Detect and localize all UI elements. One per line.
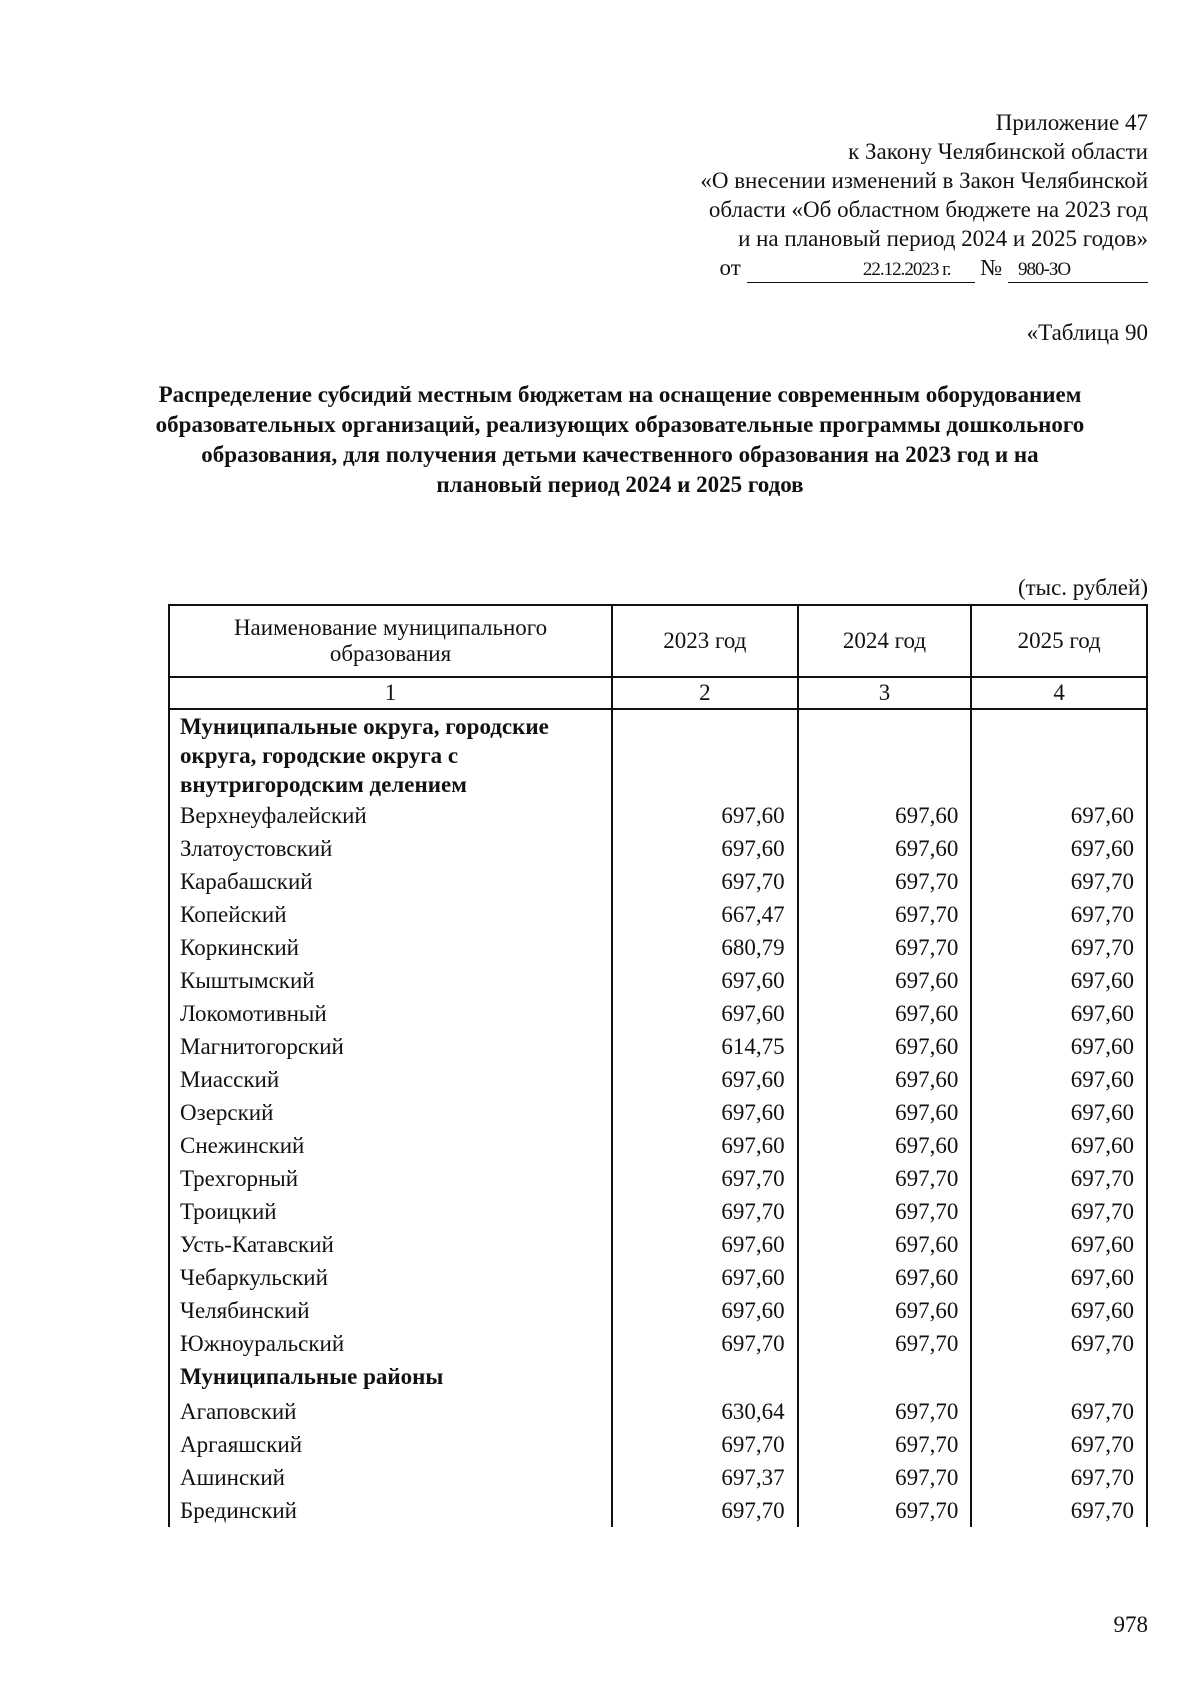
municipality-name-cell: Ашинский: [169, 1461, 612, 1494]
value-2023-cell: 697,60: [612, 1228, 798, 1261]
value-2024-cell: 697,60: [798, 832, 972, 865]
value-2023-cell: 697,37: [612, 1461, 798, 1494]
municipality-name-cell: Южноуральский: [169, 1327, 612, 1360]
value-2023-cell: 697,70: [612, 1162, 798, 1195]
law-number: 980-ЗО: [1008, 258, 1148, 283]
municipality-name-cell: Карабашский: [169, 865, 612, 898]
value-2025-cell: 697,60: [971, 832, 1147, 865]
table-header-row: [169, 605, 1147, 677]
municipality-name-cell: Челябинский: [169, 1294, 612, 1327]
value-2025-cell: 697,70: [971, 865, 1147, 898]
table-row: [169, 1096, 1147, 1129]
value-2023-cell: 667,47: [612, 898, 798, 931]
value-2024-cell: 697,70: [798, 1162, 972, 1195]
value-2023-cell: 630,64: [612, 1395, 798, 1428]
column-number: 1: [169, 677, 612, 709]
municipality-name-cell: Аргаяшский: [169, 1428, 612, 1461]
municipality-name-cell: Кыштымский: [169, 964, 612, 997]
value-2024-cell: 697,70: [798, 1395, 972, 1428]
value-2024-cell: 697,60: [798, 1261, 972, 1294]
value-2023-cell: 697,60: [612, 799, 798, 832]
law-date-number-line: [588, 253, 1148, 283]
value-2024-cell: 697,60: [798, 1063, 972, 1096]
value-2023-cell: [612, 1360, 798, 1395]
table-body: [169, 709, 1147, 1527]
value-2025-cell: 697,60: [971, 1228, 1147, 1261]
column-number: 2: [612, 677, 798, 709]
municipality-name-cell: Магнитогорский: [169, 1030, 612, 1063]
value-2023-cell: 697,70: [612, 1195, 798, 1228]
value-2025-cell: 697,60: [971, 1294, 1147, 1327]
value-2025-cell: 697,70: [971, 1195, 1147, 1228]
value-2025-cell: 697,70: [971, 1162, 1147, 1195]
value-2024-cell: 697,70: [798, 1327, 972, 1360]
value-2024-cell: 697,70: [798, 931, 972, 964]
table-row: [169, 931, 1147, 964]
municipality-name-cell: Озерский: [169, 1096, 612, 1129]
municipality-name-cell: Брединский: [169, 1494, 612, 1527]
value-2025-cell: 697,60: [971, 799, 1147, 832]
date-prefix: от: [719, 255, 741, 280]
value-2024-cell: 697,70: [798, 1428, 972, 1461]
subsidy-table: [168, 604, 1148, 1527]
municipality-name-cell: Трехгорный: [169, 1162, 612, 1195]
value-2024-cell: 697,70: [798, 1195, 972, 1228]
table-row: [169, 1327, 1147, 1360]
value-2024-cell: 697,60: [798, 997, 972, 1030]
table-row: [169, 1494, 1147, 1527]
table-row: [169, 1228, 1147, 1261]
municipality-name-cell: Троицкий: [169, 1195, 612, 1228]
value-2025-cell: 697,60: [971, 1096, 1147, 1129]
value-2024-cell: 697,70: [798, 898, 972, 931]
value-2024-cell: 697,60: [798, 1030, 972, 1063]
column-number: 4: [971, 677, 1147, 709]
value-2024-cell: 697,60: [798, 964, 972, 997]
value-2024-cell: 697,70: [798, 1494, 972, 1527]
table-group-row: [169, 709, 1147, 799]
municipality-name-cell: Снежинский: [169, 1129, 612, 1162]
municipality-name-cell: Миасский: [169, 1063, 612, 1096]
page-number: 978: [1113, 1612, 1148, 1637]
value-2025-cell: 697,70: [971, 898, 1147, 931]
group-name-cell: Муниципальные округа, городские округа, городские округа с внутригородским делением: [169, 709, 612, 799]
table-row: [169, 964, 1147, 997]
header-2024: 2024 год: [798, 605, 972, 677]
value-2023-cell: 697,60: [612, 1063, 798, 1096]
value-2023-cell: 697,60: [612, 964, 798, 997]
value-2025-cell: 697,70: [971, 1494, 1147, 1527]
value-2023-cell: 697,60: [612, 1294, 798, 1327]
table-row: [169, 1294, 1147, 1327]
value-2025-cell: 697,60: [971, 1063, 1147, 1096]
table-row: [169, 799, 1147, 832]
municipality-name-cell: Копейский: [169, 898, 612, 931]
municipality-name-cell: Коркинский: [169, 931, 612, 964]
value-2023-cell: 697,60: [612, 1096, 798, 1129]
value-2025-cell: [971, 1360, 1147, 1395]
value-2023-cell: 697,70: [612, 1327, 798, 1360]
header-2023: 2023 год: [612, 605, 798, 677]
table-row: [169, 1129, 1147, 1162]
header-line: и на плановый период 2024 и 2025 годов»: [738, 226, 1148, 251]
value-2024-cell: 697,60: [798, 1129, 972, 1162]
value-2024-cell: 697,60: [798, 799, 972, 832]
value-2024-cell: 697,60: [798, 1096, 972, 1129]
header-2025: 2025 год: [971, 605, 1147, 677]
value-2024-cell: [798, 1360, 972, 1395]
value-2023-cell: 697,60: [612, 997, 798, 1030]
value-2025-cell: 697,60: [971, 1129, 1147, 1162]
municipality-name-cell: Локомотивный: [169, 997, 612, 1030]
column-number-row: [169, 677, 1147, 709]
table-row: [169, 1395, 1147, 1428]
value-2023-cell: 697,70: [612, 1428, 798, 1461]
table-row: [169, 997, 1147, 1030]
appendix-header: [588, 108, 1148, 283]
municipality-name-cell: Агаповский: [169, 1395, 612, 1428]
column-number: 3: [798, 677, 972, 709]
header-line: Приложение 47: [995, 110, 1148, 135]
value-2024-cell: 697,60: [798, 1294, 972, 1327]
table-row: [169, 865, 1147, 898]
value-2025-cell: 697,70: [971, 1461, 1147, 1494]
value-2024-cell: 697,70: [798, 865, 972, 898]
value-2023-cell: [612, 709, 798, 799]
number-prefix: №: [980, 255, 1003, 280]
municipality-name-cell: Златоустовский: [169, 832, 612, 865]
value-2025-cell: 697,60: [971, 1261, 1147, 1294]
value-2023-cell: 697,60: [612, 1261, 798, 1294]
value-2024-cell: 697,70: [798, 1461, 972, 1494]
law-date: 22.12.2023 г.: [747, 258, 975, 283]
value-2023-cell: 697,60: [612, 832, 798, 865]
table-group-row: [169, 1360, 1147, 1395]
table-row: [169, 1063, 1147, 1096]
value-2023-cell: 680,79: [612, 931, 798, 964]
value-2023-cell: 697,70: [612, 865, 798, 898]
value-2023-cell: 697,70: [612, 1494, 798, 1527]
value-2025-cell: 697,70: [971, 931, 1147, 964]
municipality-name-cell: Чебаркульский: [169, 1261, 612, 1294]
header-line: области «Об областном бюджете на 2023 год: [708, 197, 1148, 222]
value-2025-cell: 697,70: [971, 1395, 1147, 1428]
header-municipality: Наименование муниципального образования: [169, 605, 612, 677]
table-row: [169, 1162, 1147, 1195]
value-2025-cell: 697,60: [971, 997, 1147, 1030]
municipality-name-cell: Усть-Катавский: [169, 1228, 612, 1261]
table-row: [169, 1261, 1147, 1294]
municipality-name-cell: Верхнеуфалейский: [169, 799, 612, 832]
table-row: [169, 1030, 1147, 1063]
header-line: к Закону Челябинской области: [848, 139, 1148, 164]
units-label: (тыс. рублей): [1017, 575, 1148, 600]
table-row: [169, 898, 1147, 931]
group-name-cell: Муниципальные районы: [169, 1360, 612, 1395]
value-2024-cell: [798, 709, 972, 799]
table-row: [169, 1428, 1147, 1461]
value-2024-cell: 697,60: [798, 1228, 972, 1261]
value-2025-cell: 697,60: [971, 1030, 1147, 1063]
table-label: «Таблица 90: [1026, 320, 1148, 345]
value-2025-cell: 697,70: [971, 1327, 1147, 1360]
document-title: Распределение субсидий местным бюджетам на оснащение современным оборудованием образовательных организаций, реализующих образовательные программы дошкольного образования, для получения детьми качественного образования на 2023 год и на плановый период 2024 и 2025 годов: [155, 382, 1085, 497]
value-2025-cell: 697,60: [971, 964, 1147, 997]
table-row: [169, 1195, 1147, 1228]
value-2025-cell: [971, 709, 1147, 799]
table-row: [169, 832, 1147, 865]
value-2023-cell: 614,75: [612, 1030, 798, 1063]
value-2025-cell: 697,70: [971, 1428, 1147, 1461]
table-row: [169, 1461, 1147, 1494]
value-2023-cell: 697,60: [612, 1129, 798, 1162]
header-line: «О внесении изменений в Закон Челябинской: [700, 168, 1148, 193]
